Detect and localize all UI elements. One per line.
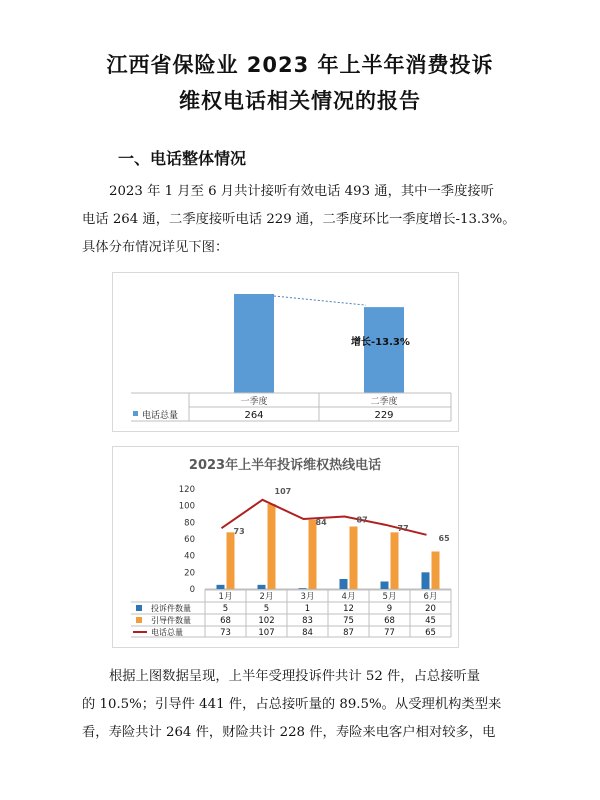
table-value: 84 [302, 628, 313, 638]
line-data-label: 65 [438, 533, 450, 543]
table-value: 229 [374, 410, 394, 421]
legend-label: 引导件数量 [151, 616, 191, 625]
bar-complaints [217, 585, 225, 589]
month-label: 2月 [259, 592, 274, 602]
month-label: 3月 [300, 592, 315, 602]
table-value: 65 [425, 628, 436, 638]
bar-complaints [340, 579, 348, 589]
section-heading: 一、电话整体情况 [118, 149, 247, 168]
table-value: 5 [263, 604, 270, 614]
bar-complaints [381, 582, 389, 590]
quarterly-chart [112, 272, 459, 432]
bar-complaints [258, 585, 266, 589]
month-label: 4月 [341, 592, 356, 602]
line-data-label: 84 [315, 518, 327, 527]
report-title-line2: 维权电话相关情况的报告 [179, 89, 421, 113]
bar-guidance [432, 552, 440, 590]
bar-complaints [299, 588, 307, 589]
quarterly-chart-svg [113, 273, 458, 431]
y-tick-label: 0 [189, 585, 195, 595]
monthly-chart [112, 446, 459, 648]
table-value: 73 [220, 628, 231, 638]
table-value: 87 [343, 628, 354, 638]
legend-swatch [133, 411, 138, 416]
paragraph-line: 具体分布情况详见下图： [82, 240, 229, 255]
line-data-label: 107 [274, 486, 292, 496]
bar-guidance [227, 532, 235, 589]
bar-complaints [422, 572, 430, 589]
legend-label: 电话总量 [151, 628, 183, 637]
y-tick-label: 60 [184, 535, 195, 545]
month-label: 1月 [218, 592, 233, 602]
legend-label: 投诉件数量 [151, 604, 191, 613]
category-label: 一季度 [240, 397, 268, 407]
y-tick-label: 120 [178, 485, 195, 495]
table-value: 12 [343, 604, 354, 614]
table-value: 5 [222, 604, 229, 614]
table-value: 20 [425, 604, 436, 614]
table-value: 9 [386, 604, 393, 614]
y-tick-label: 80 [184, 518, 195, 529]
legend-swatch [136, 617, 142, 623]
table-value: 75 [343, 616, 354, 626]
bar-guidance [350, 527, 358, 590]
line-data-label: 87 [356, 515, 368, 525]
category-label: 二季度 [370, 397, 398, 407]
line-data-label: 77 [397, 523, 409, 533]
y-tick-label: 100 [178, 501, 195, 512]
bar-二季度 [364, 307, 404, 393]
bar-guidance [268, 504, 276, 589]
table-value: 68 [220, 616, 231, 626]
bar-一季度 [234, 294, 274, 393]
table-value: 1 [304, 604, 311, 614]
report-title-line1: 江西省保险业 2023 年上半年消费投诉 [106, 53, 494, 77]
table-value: 45 [425, 616, 436, 626]
table-value: 83 [302, 616, 313, 626]
paragraph-line: 2023 年 1 月至 6 月共计接听有效电话 493 通，其中一季度接听 [109, 184, 494, 199]
growth-annotation: 增长-13.3% [351, 337, 410, 348]
trend-connector [274, 296, 366, 305]
table-value: 264 [244, 410, 264, 421]
y-tick-label: 40 [184, 551, 195, 562]
table-value: 68 [384, 616, 395, 626]
table-value: 77 [384, 628, 395, 638]
table-value: 102 [258, 616, 275, 626]
monthly-chart-svg [113, 447, 458, 647]
legend-swatch [136, 605, 142, 611]
legend-label: 电话总量 [142, 411, 179, 421]
line-data-label: 73 [233, 527, 245, 537]
paragraph-line: 电话 264 通，二季度接听电话 229 通，二季度环比一季度增长-13.3%。 [82, 212, 516, 227]
bar-guidance [391, 532, 399, 589]
paragraph-line: 看，寿险共计 264 件，财险共计 228 件，寿险来电客户相对较多，电 [82, 725, 496, 740]
paragraph-line: 的 10.5%；引导件 441 件，占总接听量的 89.5%。从受理机构类型来 [82, 697, 502, 712]
month-label: 6月 [423, 592, 438, 602]
month-label: 5月 [382, 592, 397, 602]
bar-guidance [309, 520, 317, 589]
chart-title: 2023年上半年投诉维权热线电话 [188, 458, 382, 473]
paragraph-line: 根据上图数据呈现，上半年受理投诉件共计 52 件，占总接听量 [109, 669, 481, 684]
y-tick-label: 20 [184, 568, 195, 579]
table-value: 107 [258, 628, 275, 638]
